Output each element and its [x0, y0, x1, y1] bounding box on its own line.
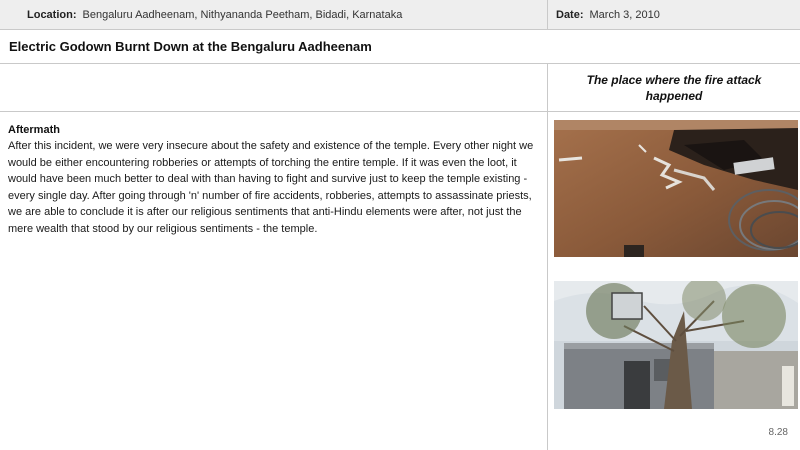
location-label: Location:: [27, 8, 77, 21]
caption-cell: [548, 64, 800, 112]
building-image: [554, 281, 798, 409]
burnt-site-photo: [554, 120, 798, 257]
caption-spacer-cell: [0, 64, 548, 112]
title-row: [0, 30, 800, 64]
photo-caption: The place where the fire attack happened: [586, 72, 762, 103]
date-value: March 3, 2010: [589, 8, 660, 21]
location-value: Bengaluru Aadheenam, Nithyananda Peetham, Bidadi, Karnataka: [82, 8, 403, 21]
location-cell: [0, 0, 548, 30]
date-label: Date:: [556, 8, 584, 21]
page-number: 8.28: [768, 427, 788, 438]
section-body: After this incident, we were very insecure about the safety and existence of the temple. Every other night we would be either encountering robberies or attempts of torching the entire temple. If it was even the loot, it would have been much better to deal with than having to fight and survive just to keep the temple existing - every single day. After going through 'n' number of fire accidents, robberies, attempts to assassinate priests, we are able to conclude it is after our religious sentiments that anti-Hindu elements were after, not just the mere wealth that stood by our religious sentiments - the temple.: [8, 140, 534, 235]
building-photo: [554, 281, 798, 409]
body-text-cell: [0, 112, 548, 450]
burnt-site-image: [554, 120, 798, 257]
date-cell: [548, 0, 800, 30]
photo-column: [548, 112, 800, 450]
section-heading: Aftermath: [8, 124, 60, 136]
page-title: Electric Godown Burnt Down at the Bengaluru Aadheenam: [9, 39, 372, 54]
